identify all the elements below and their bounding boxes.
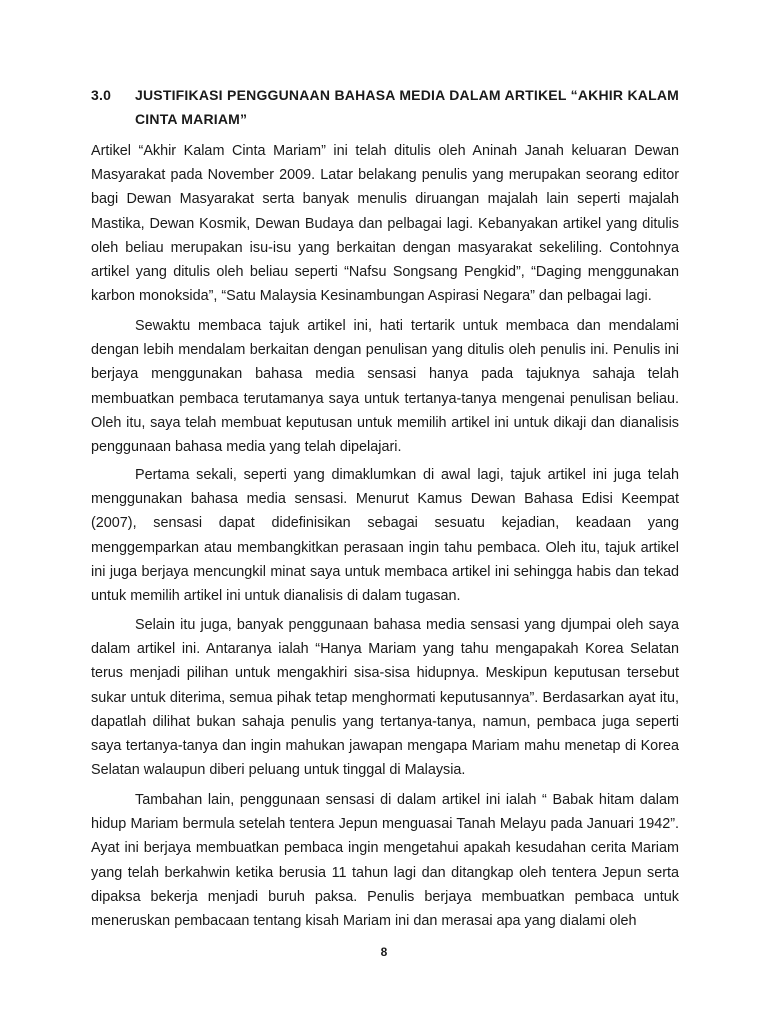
paragraph-5: Tambahan lain, penggunaan sensasi di dalam artikel ini ialah “ Babak hitam dalam hidup Mariam bermula setelah tentera Jepun menguasai Tanah Melayu pada Januari 1942”. Ayat ini berjaya membuatkan pembaca ingin mengetahui apakah kesudahan cerita Mariam yang telah berkahwin ketika berusia 11 tahun lagi dan ditangkap oleh tentera Jepun serta dipaksa bekerja menjadi buruh paksa. Penulis berjaya membuatkan pembaca untuk meneruskan pembacaan tentang kisah Mariam ini dan merasai apa yang dialami oleh xyxy=(91,792,679,930)
page-number: 8 xyxy=(380,945,388,959)
paragraph-3: Pertama sekali, seperti yang dimaklumkan di awal lagi, tajuk artikel ini juga telah menggunakan bahasa media sensasi. Menurut Kamus Dewan Bahasa Edisi Keempat (2007), sensasi dapat didefinisikan sebagai sesuatu kejadian, keadaan yang menggemparkan atau membangkitkan perasaan ingin tahu pembaca. Oleh itu, tajuk artikel ini juga berjaya mencungkil minat saya untuk membaca artikel ini sehingga habis dan tekad untuk memilih artikel ini untuk dianalisis di dalam tugasan. xyxy=(91,467,679,605)
section-heading xyxy=(91,83,679,131)
section-title: JUSTIFIKASI PENGGUNAAN BAHASA MEDIA DALAM ARTIKEL “AKHIR KALAM CINTA MARIAM” xyxy=(135,87,679,127)
section-number: 3.0 xyxy=(91,87,112,103)
paragraph-2: Sewaktu membaca tajuk artikel ini, hati tertarik untuk membaca dan mendalami dengan lebih mendalam berkaitan dengan penulisan yang ditulis oleh penulis ini. Penulis ini berjaya menggunakan bahasa media sensasi hanya pada tajuknya sahaja telah membuatkan pembaca terutamanya saya untuk tertanya-tanya mengenai penulisan beliau. Oleh itu, saya telah membuat keputusan untuk memilih artikel ini untuk dikaji dan dianalisis penggunaan bahasa media yang telah dipelajari. xyxy=(91,318,679,456)
paragraph-4: Selain itu juga, banyak penggunaan bahasa media sensasi yang djumpai oleh saya dalam artikel ini. Antaranya ialah “Hanya Mariam yang tahu mengapakah Korea Selatan terus menjadi pilihan untuk mengakhiri sisa-sisa hidupnya. Meskipun keputusan tersebut sukar untuk diterima, semua pihak tetap menghormati keputusannya”. Berdasarkan ayat itu, dapatlah dilihat bukan sahaja penulis yang tertanya-tanya, namun, pembaca juga seperti saya tertanya-tanya dan ingin mahukan jawapan mengapa Mariam mahu menetap di Korea Selatan walaupun diberi peluang untuk tinggal di Malaysia. xyxy=(91,617,679,779)
paragraph-1: Artikel “Akhir Kalam Cinta Mariam” ini telah ditulis oleh Aninah Janah keluaran Dewan Masyarakat pada November 2009. Latar belakang penulis yang merupakan seorang editor bagi Dewan Masyarakat serta banyak menulis diruangan majalah lain seperti majalah Mastika, Dewan Kosmik, Dewan Budaya dan pelbagai lagi. Kebanyakan artikel yang ditulis oleh beliau merupakan isu-isu yang berkaitan dengan masyarakat sekeliling. Contohnya artikel yang ditulis oleh beliau seperti “Nafsu Songsang Pengkid”, “Daging menggunakan karbon monoksida”, “Satu Malaysia Kesinambungan Aspirasi Negara” dan pelbagai lagi. xyxy=(91,143,679,305)
